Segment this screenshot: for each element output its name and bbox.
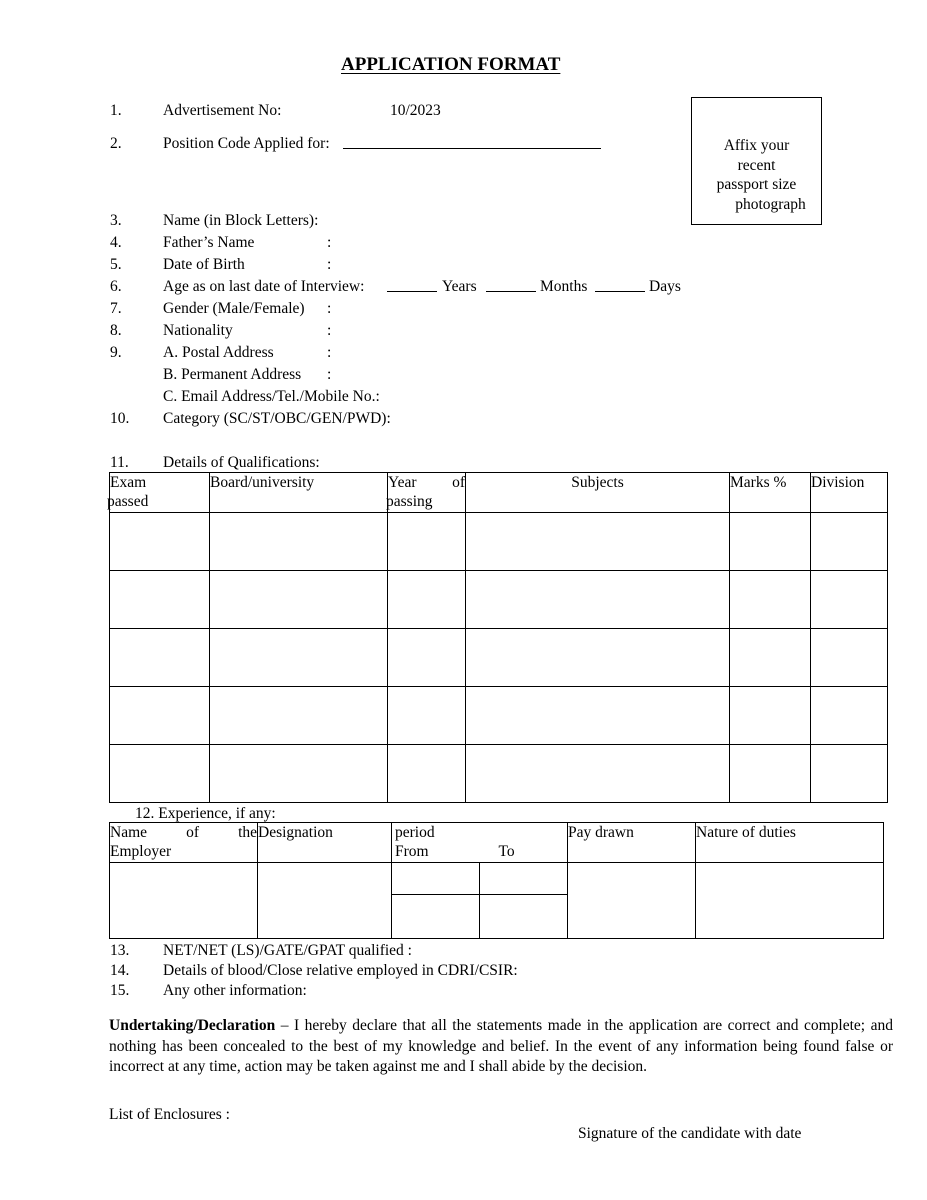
field-label-postal-address: A. Postal Address [163, 344, 274, 361]
field-label-fathers-name: Father’s Name [163, 234, 255, 251]
field-label-permanent-address: B. Permanent Address [163, 366, 302, 383]
photo-line: photograph [735, 195, 806, 213]
declaration-heading: Undertaking/Declaration [109, 1017, 276, 1034]
field-label-email: C. Email Address/Tel./Mobile No.: [163, 388, 380, 405]
declaration-paragraph [109, 1016, 893, 1078]
table-cell[interactable] [730, 571, 811, 629]
table-row [110, 513, 888, 571]
signature-label: Signature of the candidate with date [578, 1125, 802, 1142]
qualifications-table [109, 472, 888, 803]
table-cell[interactable] [110, 571, 210, 629]
table-cell[interactable] [110, 863, 258, 939]
table-cell[interactable] [811, 745, 888, 803]
header-employer: Name of the Employer [110, 823, 258, 863]
field-label-gender: Gender (Male/Female) [163, 300, 305, 317]
photo-line: Affix your [723, 137, 790, 154]
photo-placeholder-box [691, 97, 822, 225]
table-cell[interactable] [110, 629, 210, 687]
header-exam-passed: Exam passed [110, 473, 210, 513]
header-board-university: Board/university [210, 473, 388, 513]
field-number: 4. [110, 234, 122, 251]
field-number: 9. [110, 344, 122, 361]
table-cell[interactable] [388, 513, 466, 571]
table-cell[interactable] [258, 863, 392, 939]
table-cell[interactable] [392, 895, 480, 939]
table-cell[interactable] [466, 687, 730, 745]
table-cell[interactable] [392, 863, 480, 895]
field-number: 14. [110, 962, 130, 979]
photo-line: passport size [716, 176, 797, 193]
header-period-to: To [498, 843, 515, 860]
table-cell[interactable] [568, 863, 696, 939]
age-years-label: Years [442, 278, 477, 295]
header-designation: Designation [258, 823, 392, 863]
field-value-advertisement: 10/2023 [390, 102, 441, 119]
header-period-from: From [395, 843, 429, 860]
field-number: 6. [110, 278, 122, 295]
field-number: 5. [110, 256, 122, 273]
field-colon: : [327, 366, 332, 383]
field-label-name: Name (in Block Letters): [163, 212, 319, 229]
declaration-text: – I hereby declare that all the statements made in the application are correct and complete; and nothing has been concealed to the best of my knowledge and belief. In the event of any information being found false or incorrect at any time, action may be taken against me and I shall abide by the decision. [109, 1017, 893, 1075]
header-year-of-passing: Year of passing [388, 473, 466, 513]
table-cell[interactable] [466, 745, 730, 803]
table-row [110, 863, 884, 895]
table-cell[interactable] [811, 629, 888, 687]
photo-line: recent [737, 156, 776, 174]
experience-table [109, 822, 884, 939]
field-number: 11. [110, 454, 129, 471]
table-cell[interactable] [110, 513, 210, 571]
field-label-net-gate: NET/NET (LS)/GATE/GPAT qualified : [163, 942, 412, 959]
table-cell[interactable] [388, 629, 466, 687]
table-cell[interactable] [480, 863, 568, 895]
table-header-row [110, 823, 884, 863]
age-months-label: Months [540, 278, 588, 295]
field-label-advertisement: Advertisement No: [163, 102, 282, 119]
field-label-dob: Date of Birth [163, 256, 245, 273]
field-label-qualifications: Details of Qualifications: [163, 454, 320, 471]
table-cell[interactable] [388, 571, 466, 629]
field-colon: : [327, 344, 332, 361]
field-number: 1. [110, 102, 122, 119]
page-title: APPLICATION FORMAT [341, 54, 561, 75]
age-days-label: Days [649, 278, 681, 295]
field-colon: : [327, 300, 332, 317]
table-cell[interactable] [730, 513, 811, 571]
header-subjects: Subjects [466, 473, 730, 513]
table-cell[interactable] [110, 745, 210, 803]
field-label-category: Category (SC/ST/OBC/GEN/PWD): [163, 410, 391, 427]
table-cell[interactable] [210, 571, 388, 629]
field-number: 15. [110, 982, 130, 999]
field-number: 3. [110, 212, 122, 229]
table-cell[interactable] [811, 571, 888, 629]
table-cell[interactable] [388, 687, 466, 745]
table-cell[interactable] [210, 745, 388, 803]
field-label-age: Age as on last date of Interview: [163, 278, 365, 295]
table-cell[interactable] [730, 687, 811, 745]
header-division: Division [811, 473, 888, 513]
table-cell[interactable] [696, 863, 884, 939]
field-number: 13. [110, 942, 130, 959]
age-months-blank[interactable] [486, 291, 536, 292]
field-number: 10. [110, 410, 130, 427]
table-cell[interactable] [466, 571, 730, 629]
field-label-other-info: Any other information: [163, 982, 307, 999]
position-code-blank-line[interactable] [343, 148, 601, 149]
field-number: 8. [110, 322, 122, 339]
table-cell[interactable] [811, 513, 888, 571]
field-number: 2. [110, 135, 122, 152]
table-cell[interactable] [811, 687, 888, 745]
table-cell[interactable] [730, 745, 811, 803]
field-number: 7. [110, 300, 122, 317]
experience-label: 12. Experience, if any: [135, 805, 276, 822]
table-cell[interactable] [388, 745, 466, 803]
table-cell[interactable] [480, 895, 568, 939]
table-cell[interactable] [210, 629, 388, 687]
header-marks: Marks % [730, 473, 811, 513]
header-pay-drawn: Pay drawn [568, 823, 696, 863]
table-cell[interactable] [466, 513, 730, 571]
table-row [110, 687, 888, 745]
enclosures-label: List of Enclosures : [109, 1106, 230, 1123]
table-cell[interactable] [210, 513, 388, 571]
table-cell[interactable] [466, 629, 730, 687]
field-label-relative: Details of blood/Close relative employed in CDRI/CSIR: [163, 962, 518, 979]
table-row [110, 745, 888, 803]
table-row [110, 571, 888, 629]
age-days-blank[interactable] [595, 291, 645, 292]
table-header-row [110, 473, 888, 513]
table-row [110, 629, 888, 687]
age-years-blank[interactable] [387, 291, 437, 292]
field-label-position-code: Position Code Applied for: [163, 135, 330, 152]
header-period: period From To [392, 823, 568, 863]
field-colon: : [327, 234, 332, 251]
header-nature-of-duties: Nature of duties [696, 823, 884, 863]
field-colon: : [327, 322, 332, 339]
table-cell[interactable] [210, 687, 388, 745]
table-cell[interactable] [730, 629, 811, 687]
field-label-nationality: Nationality [163, 322, 233, 339]
field-colon: : [327, 256, 332, 273]
table-cell[interactable] [110, 687, 210, 745]
